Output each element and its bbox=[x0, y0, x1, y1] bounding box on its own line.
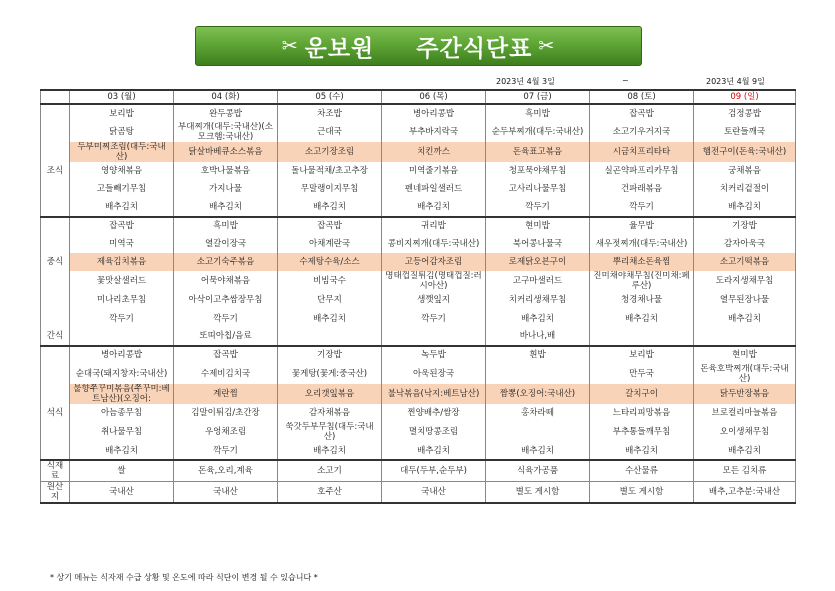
menu-cell: 기장밥 bbox=[278, 346, 382, 364]
lunch-row bbox=[41, 217, 796, 235]
menu-cell: 소고기우거지국 bbox=[590, 122, 694, 142]
menu-cell: 새우젓찌개(대두:국내산) bbox=[590, 235, 694, 253]
menu-cell: 궁채볶음 bbox=[694, 162, 796, 180]
menu-cell: 부추바지락국 bbox=[382, 122, 486, 142]
menu-cell: 배추김치 bbox=[694, 310, 796, 328]
menu-cell: 김말이튀김/초간장 bbox=[174, 404, 278, 422]
day-header: 03 (월) bbox=[70, 90, 174, 104]
menu-cell: 고들빼기무침 bbox=[70, 180, 174, 198]
menu-cell: 소고기숙주볶음 bbox=[174, 253, 278, 271]
date-start: 2023년 4월 3일 bbox=[496, 77, 555, 86]
menu-cell: 무말랭이지무침 bbox=[278, 180, 382, 198]
menu-cell: 배추김치 bbox=[694, 199, 796, 217]
menu-cell: 보리밥 bbox=[70, 104, 174, 122]
menu-cell: 고등어감자조림 bbox=[382, 253, 486, 271]
menu-cell: 기장밥 bbox=[694, 217, 796, 235]
dinner-label-cell bbox=[41, 442, 70, 460]
menu-cell: 생깻잎지 bbox=[382, 291, 486, 309]
day-header-row bbox=[41, 90, 796, 104]
menu-cell: 잡곡밥 bbox=[590, 104, 694, 122]
menu-cell: 수제탕수육/소스 bbox=[278, 253, 382, 271]
fork-knife-icon: ✂ bbox=[538, 35, 556, 57]
menu-cell bbox=[382, 328, 486, 346]
menu-cell: 배추김치 bbox=[694, 442, 796, 460]
menu-cell: 열갈이장국 bbox=[174, 235, 278, 253]
menu-cell: 꽃맛살샐러드 bbox=[70, 271, 174, 291]
menu-cell: 감자채볶음 bbox=[278, 404, 382, 422]
menu-cell: 토란들깨국 bbox=[694, 122, 796, 142]
menu-cell: 보리밥 bbox=[590, 346, 694, 364]
menu-cell: 홍차라떼 bbox=[486, 404, 590, 422]
menu-cell: 배추김치 bbox=[70, 442, 174, 460]
menu-cell: 검정콩밥 bbox=[694, 104, 796, 122]
menu-cell: 불향쭈꾸미볶음(쭈꾸미:베트남산)(오징어: bbox=[70, 384, 174, 404]
menu-cell: 북어콩나물국 bbox=[486, 235, 590, 253]
dinner-row bbox=[41, 364, 796, 384]
menu-cell: 배추김치 bbox=[278, 199, 382, 217]
lunch-label-cell bbox=[41, 235, 70, 253]
menu-cell: 배추김치 bbox=[174, 199, 278, 217]
menu-cell: 시금치프리타타 bbox=[590, 142, 694, 162]
lunch-row bbox=[41, 235, 796, 253]
lunch-label-cell bbox=[41, 310, 70, 328]
dinner-row bbox=[41, 346, 796, 364]
menu-cell: 잡곡밥 bbox=[278, 217, 382, 235]
day-header: 04 (화) bbox=[174, 90, 278, 104]
menu-cell: 깍두기 bbox=[486, 199, 590, 217]
menu-cell: 찐양배추/쌈장 bbox=[382, 404, 486, 422]
menu-cell: 단무지 bbox=[278, 291, 382, 309]
title-text: 주간식단표 bbox=[416, 35, 533, 62]
breakfast-label-cell bbox=[41, 142, 70, 162]
menu-cell: 귀리밥 bbox=[382, 217, 486, 235]
menu-cell: 닭두반장볶음 bbox=[694, 384, 796, 404]
menu-cell: 감자아욱국 bbox=[694, 235, 796, 253]
lunch-row bbox=[41, 328, 796, 346]
fork-knife-icon: ✂ bbox=[281, 35, 299, 57]
menu-cell: 깍두기 bbox=[382, 310, 486, 328]
day-header: 06 (목) bbox=[382, 90, 486, 104]
menu-cell: 계란찜 bbox=[174, 384, 278, 404]
menu-cell: 닭살바베큐소스볶음 bbox=[174, 142, 278, 162]
menu-cell: 병아리콩밥 bbox=[70, 346, 174, 364]
origin-cell: 호주산 bbox=[278, 482, 382, 504]
breakfast-row bbox=[41, 199, 796, 217]
menu-cell: 율무밥 bbox=[590, 217, 694, 235]
origin-cell: 배추,고추분:국내산 bbox=[694, 482, 796, 504]
menu-cell: 배추김치 bbox=[382, 442, 486, 460]
menu-cell: 돈육호박찌개(대두:국내산) bbox=[694, 364, 796, 384]
menu-cell: 햄전구이(돈육:국내산) bbox=[694, 142, 796, 162]
lunch-row bbox=[41, 271, 796, 291]
lunch-row bbox=[41, 291, 796, 309]
breakfast-label-cell bbox=[41, 180, 70, 198]
menu-cell: 취나물무침 bbox=[70, 422, 174, 442]
menu-cell: 아삭이고추쌈장무침 bbox=[174, 291, 278, 309]
menu-cell: 제육김치볶음 bbox=[70, 253, 174, 271]
lunch-label-cell: 중식 bbox=[41, 253, 70, 271]
origin-cell: 국내산 bbox=[382, 482, 486, 504]
menu-cell: 오이생채무침 bbox=[694, 422, 796, 442]
menu-cell: 흰밥 bbox=[486, 346, 590, 364]
origin-row bbox=[41, 482, 796, 504]
menu-cell: 소고기장조림 bbox=[278, 142, 382, 162]
breakfast-row bbox=[41, 162, 796, 180]
menu-cell: 열무된장나물 bbox=[694, 291, 796, 309]
menu-cell: 순두부찌개(대두:국내산) bbox=[486, 122, 590, 142]
menu-cell: 돌나물적채/초고추장 bbox=[278, 162, 382, 180]
ingredients-cell: 식육가공품 bbox=[486, 460, 590, 482]
breakfast-label-cell bbox=[41, 199, 70, 217]
breakfast-row bbox=[41, 122, 796, 142]
menu-cell: 치커리생채무침 bbox=[486, 291, 590, 309]
menu-cell: 로제닭오븐구이 bbox=[486, 253, 590, 271]
menu-cell: 녹두밥 bbox=[382, 346, 486, 364]
menu-cell: 불낙볶음(낙지:베트남산) bbox=[382, 384, 486, 404]
menu-cell: 깍두기 bbox=[174, 442, 278, 460]
menu-cell: 바나나,배 bbox=[486, 328, 590, 346]
menu-cell: 아늠종무침 bbox=[70, 404, 174, 422]
menu-cell: 도라지생채무침 bbox=[694, 271, 796, 291]
dinner-row bbox=[41, 422, 796, 442]
ingredients-cell: 쌀 bbox=[70, 460, 174, 482]
menu-cell: 청경채나물 bbox=[590, 291, 694, 309]
origin-cell: 별도 게시함 bbox=[486, 482, 590, 504]
dinner-row bbox=[41, 442, 796, 460]
menu-cell: 부추통들깨무침 bbox=[590, 422, 694, 442]
menu-cell: 미역국 bbox=[70, 235, 174, 253]
menu-cell: 호박나물볶음 bbox=[174, 162, 278, 180]
dinner-row bbox=[41, 384, 796, 404]
title-org: 운보원 bbox=[304, 35, 375, 62]
menu-cell: 깍두기 bbox=[70, 310, 174, 328]
menu-cell: 치킨까스 bbox=[382, 142, 486, 162]
lunch-row bbox=[41, 310, 796, 328]
lunch-label-cell bbox=[41, 271, 70, 291]
menu-cell: 완두콩밥 bbox=[174, 104, 278, 122]
menu-cell: 배추김치 bbox=[590, 310, 694, 328]
breakfast-label-cell: 조식 bbox=[41, 162, 70, 180]
menu-cell: 흑미밥 bbox=[486, 104, 590, 122]
menu-cell: 깍두기 bbox=[590, 199, 694, 217]
menu-cell: 병아리콩밥 bbox=[382, 104, 486, 122]
date-separator: ~ bbox=[622, 76, 629, 85]
menu-cell: 비빔국수 bbox=[278, 271, 382, 291]
dinner-label-cell: 석식 bbox=[41, 404, 70, 422]
menu-cell: 현미밥 bbox=[694, 346, 796, 364]
ingredients-cell: 대두(두부,순두부) bbox=[382, 460, 486, 482]
breakfast-row bbox=[41, 142, 796, 162]
menu-cell: 근대국 bbox=[278, 122, 382, 142]
menu-cell: 배추김치 bbox=[278, 442, 382, 460]
menu-cell: 배추김치 bbox=[382, 199, 486, 217]
dinner-row bbox=[41, 404, 796, 422]
menu-cell: 뿌리채소돈육찜 bbox=[590, 253, 694, 271]
menu-cell: 진미채야채무침(진미채:페루산) bbox=[590, 271, 694, 291]
menu-cell: 콩비지찌개(대두:국내산) bbox=[382, 235, 486, 253]
ingredients-label: 식재료 bbox=[41, 460, 70, 482]
lunch-label-cell: 간식 bbox=[41, 328, 70, 346]
menu-cell: 현미밥 bbox=[486, 217, 590, 235]
menu-cell: 가지나물 bbox=[174, 180, 278, 198]
menu-cell: 멸치땅콩조림 bbox=[382, 422, 486, 442]
menu-cell: 차조밥 bbox=[278, 104, 382, 122]
menu-cell: 영양채볶음 bbox=[70, 162, 174, 180]
menu-cell: 펜네파일샐러드 bbox=[382, 180, 486, 198]
weekly-menu-table bbox=[40, 89, 796, 504]
menu-cell: 소고기떡볶음 bbox=[694, 253, 796, 271]
menu-cell: 순대국(돼지창자:국내산) bbox=[70, 364, 174, 384]
title-banner bbox=[195, 26, 642, 66]
day-header: 07 (금) bbox=[486, 90, 590, 104]
menu-cell: 오리갯잎볶음 bbox=[278, 384, 382, 404]
day-header: 05 (수) bbox=[278, 90, 382, 104]
menu-cell: 미나리초무침 bbox=[70, 291, 174, 309]
menu-cell: 건파래볶음 bbox=[590, 180, 694, 198]
ingredients-cell: 소고기 bbox=[278, 460, 382, 482]
menu-cell: 돈육표고볶음 bbox=[486, 142, 590, 162]
menu-cell: 쑥갓두부무침(대두:국내산) bbox=[278, 422, 382, 442]
dinner-label-cell bbox=[41, 364, 70, 384]
menu-cell: 닭곰탕 bbox=[70, 122, 174, 142]
menu-cell bbox=[278, 328, 382, 346]
menu-cell: 잡곡밥 bbox=[174, 346, 278, 364]
origin-label: 원산지 bbox=[41, 482, 70, 504]
date-end: 2023년 4월 9일 bbox=[706, 77, 765, 86]
menu-cell: 부대찌개(대두:국내산)(소모크햄:국내산) bbox=[174, 122, 278, 142]
menu-cell: 짬뽕(오징어:국내산) bbox=[486, 384, 590, 404]
menu-cell: 배추김치 bbox=[278, 310, 382, 328]
menu-cell: 만두국 bbox=[590, 364, 694, 384]
origin-cell: 별도 게시함 bbox=[590, 482, 694, 504]
menu-cell bbox=[486, 422, 590, 442]
breakfast-label-cell bbox=[41, 104, 70, 122]
menu-cell: 흑미밥 bbox=[174, 217, 278, 235]
menu-cell: 고구마샐러드 bbox=[486, 271, 590, 291]
menu-cell: 실곤약파프리카무침 bbox=[590, 162, 694, 180]
menu-cell: 아채계란국 bbox=[278, 235, 382, 253]
origin-cell: 국내산 bbox=[174, 482, 278, 504]
menu-cell: 또띠아칩/음료 bbox=[174, 328, 278, 346]
ingredients-cell: 돈육,오리,계육 bbox=[174, 460, 278, 482]
menu-cell: 배추김치 bbox=[70, 199, 174, 217]
menu-cell: 배추김치 bbox=[486, 442, 590, 460]
menu-cell: 아욱된장국 bbox=[382, 364, 486, 384]
menu-cell: 청포묵야채무침 bbox=[486, 162, 590, 180]
menu-cell: 배추김치 bbox=[486, 310, 590, 328]
menu-cell bbox=[486, 364, 590, 384]
ingredients-cell: 모든 김치류 bbox=[694, 460, 796, 482]
breakfast-row bbox=[41, 180, 796, 198]
day-header-sunday: 09 (일) bbox=[694, 90, 796, 104]
menu-cell: 브로컬리마늘볶음 bbox=[694, 404, 796, 422]
menu-cell: 명태껍질튀김(명태껍질:러시아산) bbox=[382, 271, 486, 291]
menu-cell: 느타리피망볶음 bbox=[590, 404, 694, 422]
menu-cell bbox=[70, 328, 174, 346]
menu-cell: 수제비김치국 bbox=[174, 364, 278, 384]
menu-cell: 치커리겉절이 bbox=[694, 180, 796, 198]
breakfast-row bbox=[41, 104, 796, 122]
ingredients-cell: 수산물류 bbox=[590, 460, 694, 482]
menu-cell: 미역줄기볶음 bbox=[382, 162, 486, 180]
breakfast-label-cell bbox=[41, 122, 70, 142]
lunch-label-cell bbox=[41, 217, 70, 235]
dinner-label-cell bbox=[41, 346, 70, 364]
menu-cell: 잡곡밥 bbox=[70, 217, 174, 235]
menu-cell: 꽃게탕(꽃게:중국산) bbox=[278, 364, 382, 384]
menu-cell: 배추김치 bbox=[590, 442, 694, 460]
menu-cell: 두부미찌조림(대두:국내산) bbox=[70, 142, 174, 162]
menu-cell: 우엉채조림 bbox=[174, 422, 278, 442]
dinner-label-cell bbox=[41, 384, 70, 404]
ingredients-row bbox=[41, 460, 796, 482]
notice-text: * 상기 메뉴는 식자재 수급 상황 및 온도에 따라 식단이 변경 될 수 있습니다 * bbox=[50, 573, 318, 582]
menu-cell bbox=[694, 328, 796, 346]
lunch-row bbox=[41, 253, 796, 271]
menu-cell: 어묵야채볶음 bbox=[174, 271, 278, 291]
menu-cell: 깍두기 bbox=[174, 310, 278, 328]
day-header: 08 (토) bbox=[590, 90, 694, 104]
menu-cell bbox=[590, 328, 694, 346]
origin-cell: 국내산 bbox=[70, 482, 174, 504]
dinner-label-cell bbox=[41, 422, 70, 442]
menu-cell: 고사리나물무침 bbox=[486, 180, 590, 198]
header-corner bbox=[41, 90, 70, 104]
menu-cell: 갈치구이 bbox=[590, 384, 694, 404]
lunch-label-cell bbox=[41, 291, 70, 309]
